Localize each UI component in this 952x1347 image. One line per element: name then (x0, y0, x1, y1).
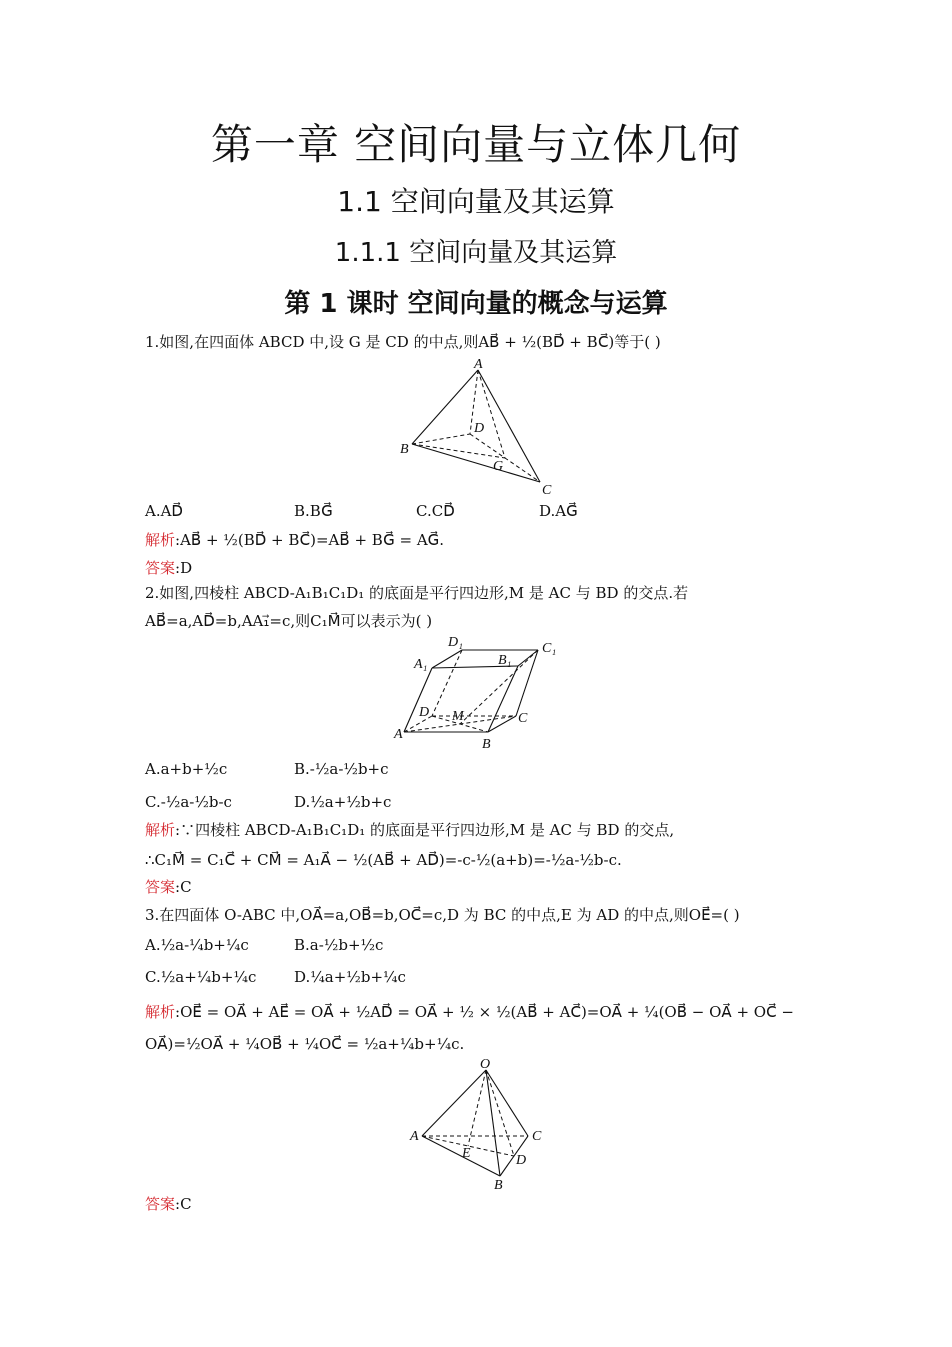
q1-option-d: D.AG⃗ (539, 502, 578, 520)
q2-option-c: C.-½a-½b-c (145, 793, 232, 811)
fig2-label-b: B (482, 737, 491, 752)
fig2-label-m: M (452, 709, 464, 724)
analysis-label: 解析 (145, 1003, 176, 1021)
q2-analysis-line-1 (145, 820, 674, 840)
fig2-label-d1: D₁ (448, 635, 463, 650)
answer-label: 答案 (145, 1195, 176, 1213)
q2-prism-figure (386, 630, 576, 758)
fig3-label-d: D (516, 1153, 527, 1168)
q2-option-d: D.½a+½b+c (294, 793, 392, 811)
q1-option-b: B.BG⃗ (294, 502, 333, 520)
fig3-label-b: B (494, 1178, 503, 1192)
fig1-label-g: G (493, 459, 504, 474)
q2-option-b: B.-½a-½b+c (294, 760, 389, 778)
fig1-label-a: A (474, 357, 483, 372)
q3-analysis-line-2: OA⃗)=½OA⃗ + ¼OB⃗ + ¼OC⃗ = ½a+¼b+¼c. (145, 1035, 465, 1053)
analysis-label: 解析 (145, 531, 176, 549)
q1-analysis (145, 530, 444, 550)
fig2-label-a: A (394, 727, 403, 742)
analysis-text: :AB⃗ + ½(BD⃗ + BC⃗)=AB⃗ + BG⃗ = AG⃗. (175, 531, 445, 549)
answer-label: 答案 (145, 559, 176, 577)
fig3-label-a: A (410, 1129, 419, 1144)
q1-option-a: A.AD⃗ (145, 502, 183, 520)
lesson-title: 第 1 课时 空间向量的概念与运算 (284, 289, 668, 319)
fig2-label-a1: A₁ (414, 657, 428, 672)
fig3-label-o: O (480, 1057, 491, 1072)
chapter-title: 第一章 空间向量与立体几何 (210, 120, 742, 169)
fig1-label-d: D (474, 421, 485, 436)
q3-tetrahedron-figure (404, 1056, 554, 1196)
q1-option-c: C.CD⃗ (416, 502, 455, 520)
q1-answer (145, 558, 192, 578)
q3-option-b: B.a-½b+½c (294, 936, 384, 954)
q2-answer (145, 877, 192, 897)
fig3-label-e: E (462, 1146, 471, 1161)
fig2-label-c: C (518, 711, 528, 726)
analysis-text: :OE⃗ = OA⃗ + AE⃗ = OA⃗ + ½AD⃗ = OA⃗ + ½ × ½(AB⃗ + AC⃗)=OA⃗ + ¼(OB⃗ − OA⃗ + OC⃗ − (175, 1003, 794, 1021)
q2-stem-line-2: AB⃗=a,AD⃗=b,AA₁⃗=c,则C₁M⃗可以表示为( ) (145, 612, 433, 630)
fig1-label-b: B (400, 442, 409, 457)
answer-label: 答案 (145, 878, 176, 896)
q3-option-d: D.¼a+½b+¼c (294, 968, 406, 986)
q1-stem: 1.如图,在四面体 ABCD 中,设 G 是 CD 的中点,则AB⃗ + ½(BD⃗ + BC⃗)等于( ) (145, 333, 661, 351)
fig1-label-c: C (542, 483, 552, 498)
section-title: 1.1 空间向量及其运算 (337, 185, 615, 218)
fig2-label-c1: C₁ (542, 641, 557, 656)
q2-analysis-line-2: ∴C₁M⃗ = C₁C⃗ + CM⃗ = A₁A⃗ − ½(AB⃗ + AD⃗)=-c-½(a+b)=-½a-½b-c. (145, 851, 622, 869)
fig2-label-b1: B₁ (498, 653, 512, 668)
analysis-label: 解析 (145, 821, 176, 839)
q3-answer (145, 1194, 192, 1214)
q2-stem-line-1: 2.如图,四棱柱 ABCD-A₁B₁C₁D₁ 的底面是平行四边形,M 是 AC 与 BD 的交点.若 (145, 584, 689, 602)
q3-option-c: C.½a+¼b+¼c (145, 968, 257, 986)
q3-analysis-line-1 (145, 1002, 794, 1022)
q3-option-a: A.½a-¼b+¼c (145, 936, 249, 954)
fig2-label-d: D (419, 705, 430, 720)
q1-tetrahedron-figure (392, 356, 572, 506)
fig3-label-c: C (532, 1129, 542, 1144)
answer-text: :D (175, 559, 193, 577)
answer-text: :C (175, 878, 192, 896)
analysis-text: :∵四棱柱 ABCD-A₁B₁C₁D₁ 的底面是平行四边形,M 是 AC 与 BD 的交点, (175, 821, 675, 839)
q2-option-a: A.a+b+½c (145, 760, 228, 778)
q3-stem: 3.在四面体 O-ABC 中,OA⃗=a,OB⃗=b,OC⃗=c,D 为 BC 的中点,E 为 AD 的中点,则OE⃗=( ) (145, 906, 740, 924)
answer-text: :C (175, 1195, 192, 1213)
subsection-title: 1.1.1 空间向量及其运算 (334, 238, 618, 268)
